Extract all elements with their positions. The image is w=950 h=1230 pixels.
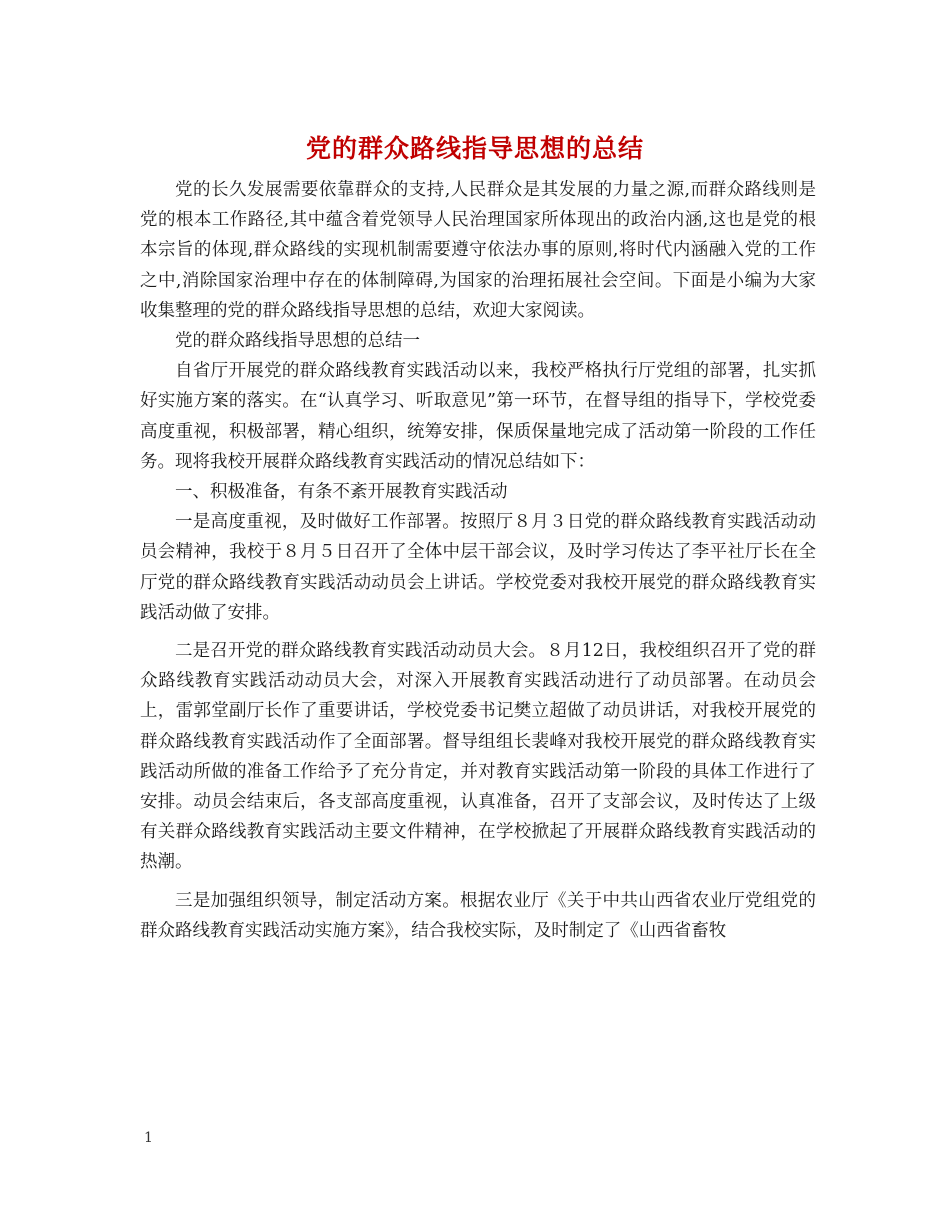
body-paragraph: 二是召开党的群众路线教育实践活动动员大会。８月12日，我校组织召开了党的群众路线教育实践活动动员大会，对深入开展教育实践活动进行了动员部署。在动员会上，雷郭堂副厅长作了重要讲话，学校党委书记樊立超做了动员讲话，对我校开展党的群众路线教育实践活动作了全面部署。督导组组长裴峰对我校开展党的群众路线教育实践活动所做的准备工作给予了充分肯定，并对教育实践活动第一阶段的具体工作进行了安排。动员会结束后，各支部高度重视，认真准备，召开了支部会议，及时传达了上级有关群众路线教育实践活动主要文件精神，在学校掀起了开展群众路线教育实践活动的热潮。 xyxy=(140,641,816,873)
subsection-heading: 一、积极准备，有条不紊开展教育实践活动 xyxy=(175,482,508,503)
intro-paragraph: 党的长久发展需要依靠群众的支持,人民群众是其发展的力量之源,而群众路线则是党的根本工作路径,其中蕴含着党领导人民治理国家所体现出的政治内涵,这也是党的根本宗旨的体现,群众路线的实现机制需要遵守依法办事的原则,将时代内涵融入党的工作之中,消除国家治理中存在的体制障碍,为国家的治理拓展社会空间。下面是小编为大家收集整理的党的群众路线指导思想的总结，欢迎大家阅读。 xyxy=(140,180,816,321)
section-heading: 党的群众路线指导思想的总结一 xyxy=(175,331,420,352)
body-paragraph: 一是高度重视，及时做好工作部署。按照厅８月３日党的群众路线教育实践活动动员会精神，我校于８月５日召开了全体中层干部会议，及时学习传达了李平社厅长在全厅党的群众路线教育实践活动动员会上讲话。学校党委对我校开展党的群众路线教育实践活动做了安排。 xyxy=(140,512,816,623)
body-paragraph: 自省厅开展党的群众路线教育实践活动以来，我校严格执行厅党组的部署，扎实抓好实施方案的落实。在“认真学习、听取意见”第一环节，在督导组的指导下，学校党委高度重视，积极部署，精心组织，统筹安排，保质保量地完成了活动第一阶段的工作任务。现将我校开展群众路线教育实践活动的情况总结如下： xyxy=(140,361,816,472)
page-number: 1 xyxy=(144,1130,153,1146)
body-paragraph: 三是加强组织领导，制定活动方案。根据农业厅《关于中共山西省农业厅党组党的群众路线教育实践活动实施方案》，结合我校实际，及时制定了《山西省畜牧 xyxy=(140,890,816,941)
document-title: 党的群众路线指导思想的总结 xyxy=(305,134,644,163)
document-body xyxy=(140,175,816,946)
